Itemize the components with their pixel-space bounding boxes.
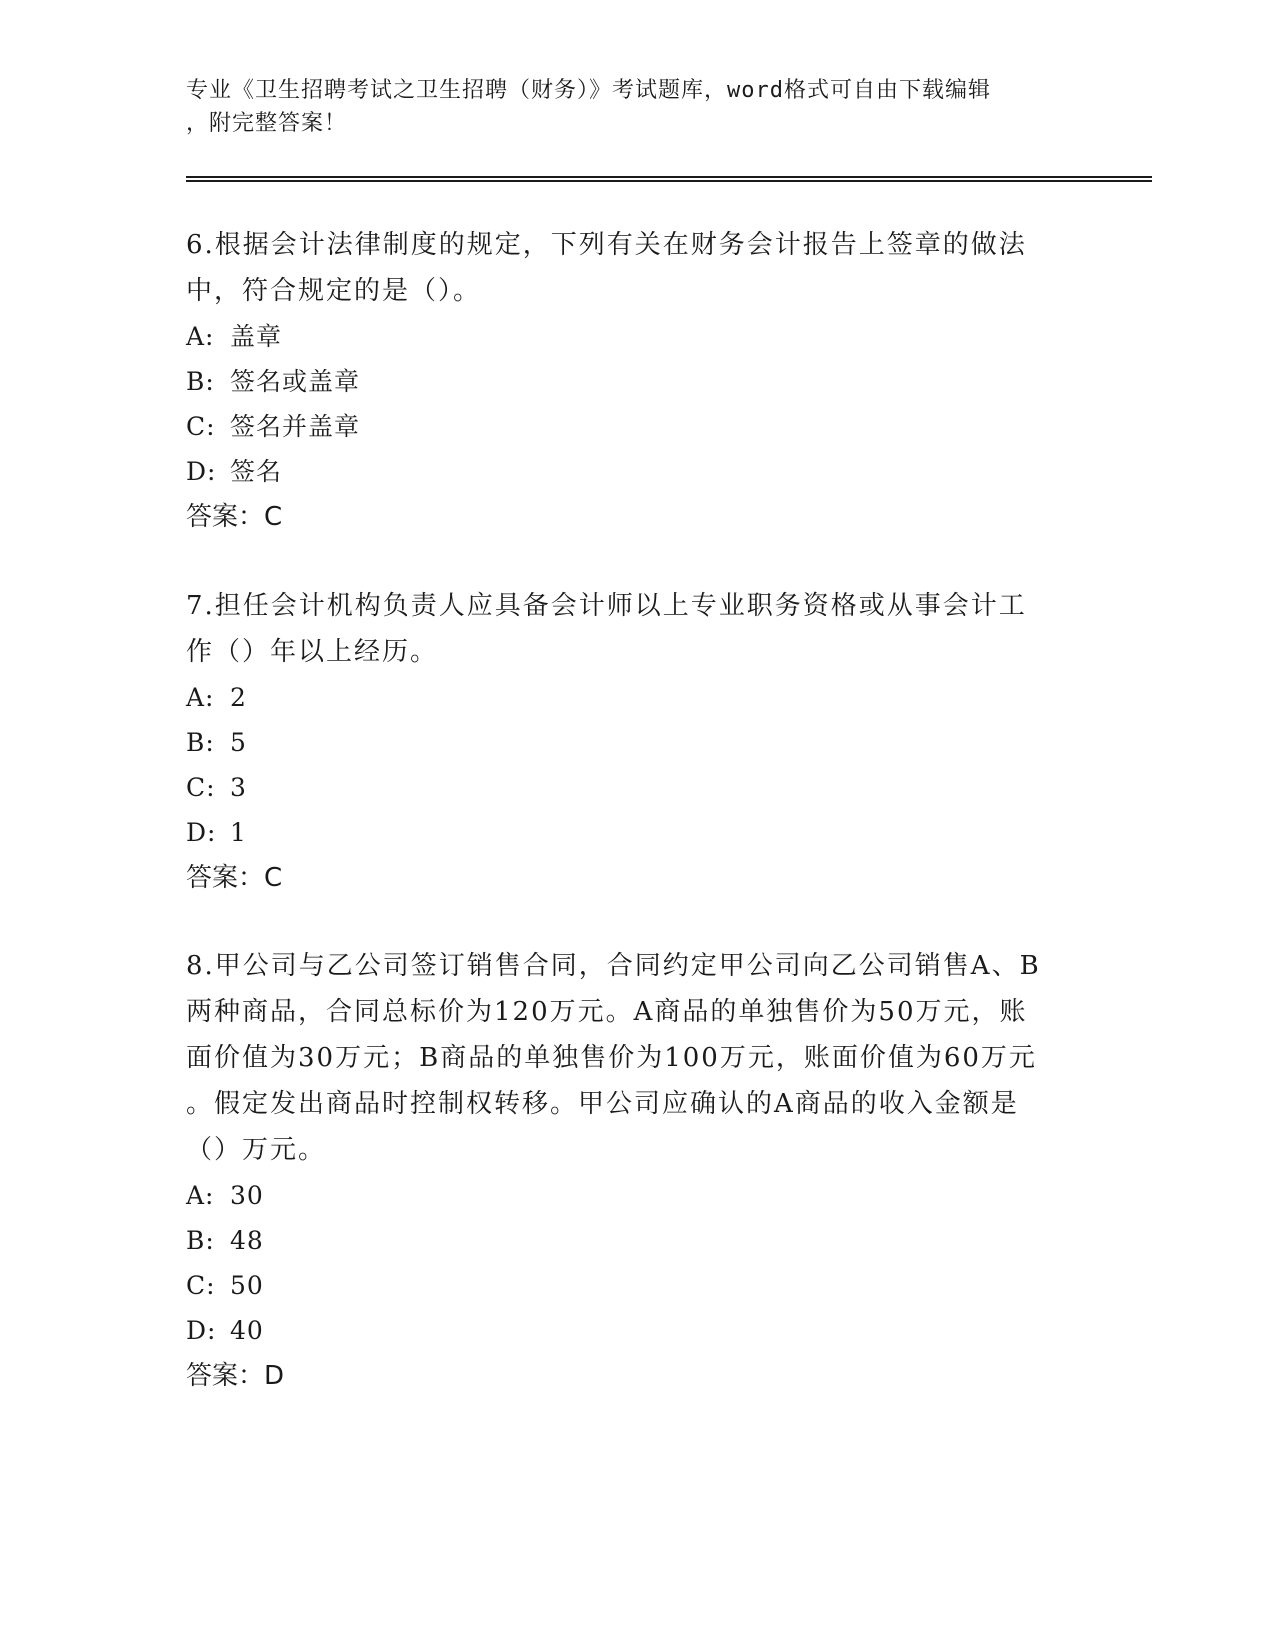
option-key: D: <box>186 818 217 847</box>
option-key: A: <box>186 683 215 712</box>
option-text: 签名或盖章 <box>230 367 361 396</box>
option-a <box>186 314 1086 359</box>
option-c <box>186 404 1086 449</box>
question-stem-line: 8.甲公司与乙公司签订销售合同，合同约定甲公司向乙公司销售A、B <box>186 951 1041 981</box>
option-c <box>186 765 1086 810</box>
question-stem-line: 面价值为30万元；B商品的单独售价为100万元，账面价值为60万元 <box>186 1043 1037 1073</box>
option-key: C: <box>186 1271 216 1300</box>
option-c <box>186 1263 1086 1308</box>
question-stem-line: 中，符合规定的是（）。 <box>186 276 482 306</box>
option-key: B: <box>186 367 215 396</box>
question-8 <box>186 943 1086 1399</box>
option-key: C: <box>186 773 216 802</box>
option-d <box>186 449 1086 494</box>
header-double-rule <box>186 176 1152 182</box>
question-6 <box>186 222 1086 540</box>
option-key: D: <box>186 457 217 486</box>
option-key: A: <box>186 322 215 351</box>
option-d <box>186 810 1086 855</box>
option-text: 3 <box>230 773 247 802</box>
option-text: 5 <box>230 728 247 757</box>
option-text: 签名 <box>230 457 283 486</box>
header-line-2: ，附完整答案！ <box>186 111 348 136</box>
question-stem-line: 两种商品，合同总标价为120万元。A商品的单独售价为50万元，账 <box>186 997 1028 1027</box>
question-stem-line: 作（）年以上经历。 <box>186 637 439 667</box>
header-line-1: 专业《卫生招聘考试之卫生招聘（财务）》考试题库，word格式可自由下载编辑 <box>186 78 991 103</box>
question-stem-line: 。假定发出商品时控制权转移。甲公司应确认的A商品的收入金额是 <box>186 1089 1019 1119</box>
option-text: 盖章 <box>230 322 283 351</box>
option-key: A: <box>186 1181 215 1210</box>
question-stem-line: 7.担任会计机构负责人应具备会计师以上专业职务资格或从事会计工 <box>186 591 1027 621</box>
option-b <box>186 359 1086 404</box>
option-b <box>186 1218 1086 1263</box>
option-key: B: <box>186 728 215 757</box>
document-header <box>186 74 1066 140</box>
answer-line: 答案：C <box>186 502 283 532</box>
option-text: 签名并盖章 <box>230 412 361 441</box>
option-b <box>186 720 1086 765</box>
option-a <box>186 675 1086 720</box>
answer-line: 答案：C <box>186 863 283 893</box>
question-7 <box>186 583 1086 901</box>
option-text: 2 <box>230 683 247 712</box>
option-text: 48 <box>230 1226 264 1255</box>
option-text: 30 <box>230 1181 264 1210</box>
option-text: 50 <box>230 1271 264 1300</box>
question-stem-line: （）万元。 <box>186 1135 327 1165</box>
option-key: B: <box>186 1226 215 1255</box>
question-stem-line: 6.根据会计法律制度的规定，下列有关在财务会计报告上签章的做法 <box>186 230 1027 260</box>
answer-line: 答案：D <box>186 1361 285 1391</box>
option-text: 40 <box>230 1316 264 1345</box>
option-a <box>186 1173 1086 1218</box>
option-key: C: <box>186 412 216 441</box>
option-key: D: <box>186 1316 217 1345</box>
option-d <box>186 1308 1086 1353</box>
option-text: 1 <box>230 818 247 847</box>
